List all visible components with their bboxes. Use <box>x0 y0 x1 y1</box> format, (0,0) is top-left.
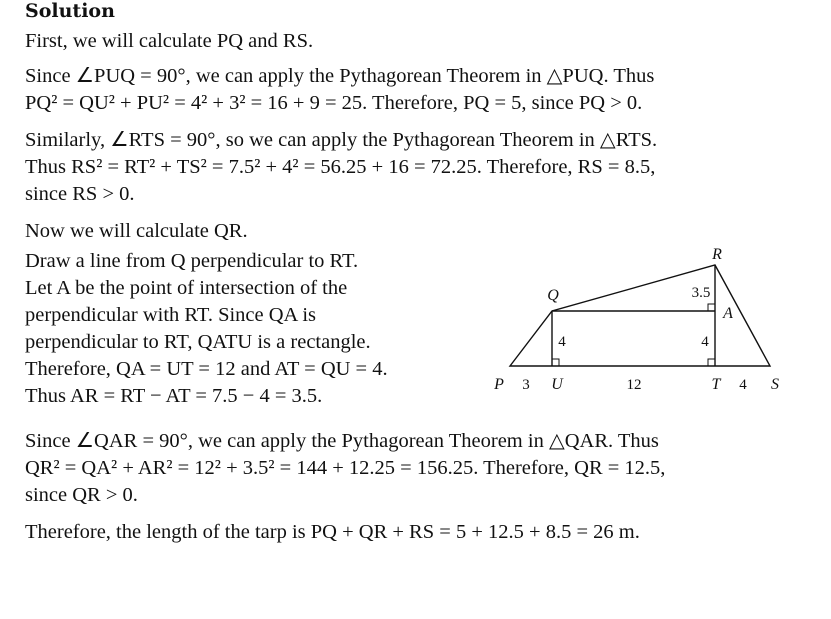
paragraph-rs <box>25 127 657 208</box>
label-a: A <box>723 305 733 322</box>
solution-heading: Solution <box>25 0 115 22</box>
text-line: Similarly, ∠RTS = 90°, so we can apply the Pythagorean Theorem in △RTS. <box>25 129 658 151</box>
paragraph-conclusion <box>25 519 640 546</box>
text-line: Now we will calculate QR. <box>25 220 248 242</box>
paragraph-intro <box>25 28 313 55</box>
right-angle-t-marker <box>708 359 715 366</box>
text-line: perpendicular with RT. Since QA is <box>25 304 317 326</box>
text-line: Draw a line from Q perpendicular to RT. <box>25 250 359 272</box>
measure-at: 4 <box>701 334 709 350</box>
text-line: First, we will calculate PQ and RS. <box>25 30 314 52</box>
measure-ts: 4 <box>739 377 747 393</box>
paragraph-qr-intro <box>25 218 248 245</box>
text-line: PQ² = QU² + PU² = 4² + 3² = 16 + 9 = 25. Therefore, PQ = 5, since PQ > 0. <box>25 92 643 114</box>
label-t: T <box>711 376 721 393</box>
text-line: Since ∠PUQ = 90°, we can apply the Pythagorean Theorem in △PUQ. Thus <box>25 65 655 87</box>
text-line: perpendicular to RT, QATU is a rectangle. <box>25 331 371 353</box>
label-u: U <box>551 376 563 393</box>
text-line: Therefore, the length of the tarp is PQ + QR + RS = 5 + 12.5 + 8.5 = 26 m. <box>25 521 640 543</box>
measure-pu: 3 <box>522 377 530 393</box>
trapezoid-diagram <box>485 238 795 398</box>
label-s: S <box>771 376 779 393</box>
text-line: since RS > 0. <box>25 183 135 205</box>
paragraph-qr <box>25 428 665 509</box>
text-line: Since ∠QAR = 90°, we can apply the Pythagorean Theorem in △QAR. Thus <box>25 430 659 452</box>
text-line: since QR > 0. <box>25 484 138 506</box>
label-p: P <box>494 376 504 393</box>
measure-ut: 12 <box>626 377 642 393</box>
right-angle-u-marker <box>552 359 559 366</box>
text-line: Thus RS² = RT² + TS² = 7.5² + 4² = 56.25 + 16 = 72.25. Therefore, RS = 8.5, <box>25 156 656 178</box>
measure-ar: 3.5 <box>691 285 711 301</box>
label-r: R <box>712 246 722 263</box>
label-q: Q <box>547 287 559 304</box>
text-line: QR² = QA² + AR² = 12² + 3.5² = 144 + 12.25 = 156.25. Therefore, QR = 12.5, <box>25 457 666 479</box>
right-angle-a-marker <box>708 304 715 311</box>
measure-qu: 4 <box>558 334 566 350</box>
text-line: Let A be the point of intersection of the <box>25 277 348 299</box>
text-line: Thus AR = RT − AT = 7.5 − 4 = 3.5. <box>25 385 323 407</box>
paragraph-pq <box>25 63 654 117</box>
text-line: Therefore, QA = UT = 12 and AT = QU = 4. <box>25 358 388 380</box>
paragraph-construction <box>25 248 388 410</box>
